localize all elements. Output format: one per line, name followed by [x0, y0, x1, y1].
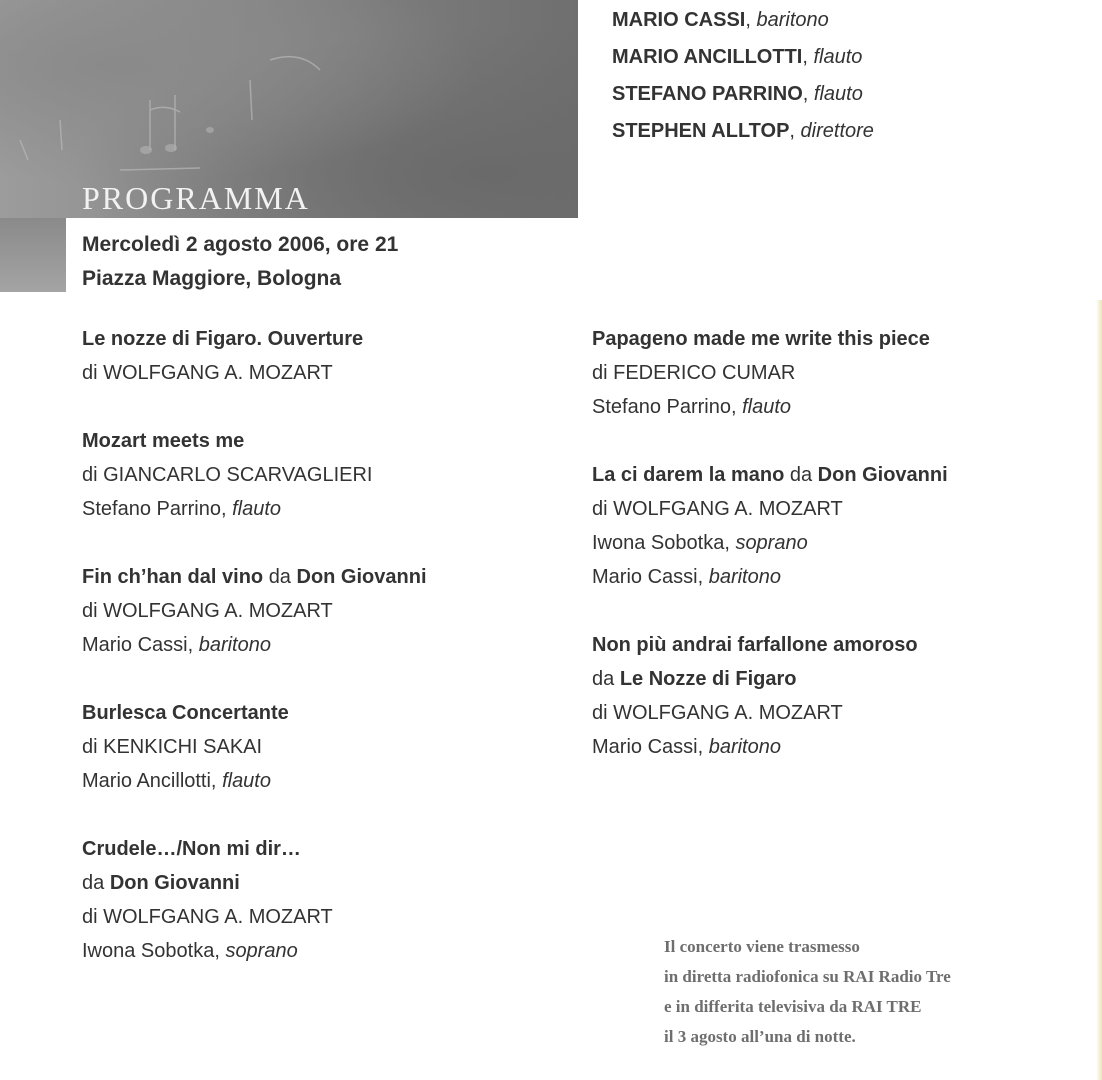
piece-from: da [789, 464, 813, 486]
event-info [82, 228, 398, 296]
piece-composer: di WOLFGANG A. MOZART [82, 600, 333, 622]
page-edge-tint [1096, 300, 1102, 1080]
header-photo [0, 0, 578, 218]
performer-role: direttore [800, 120, 874, 142]
piece-composer: di KENKICHI SAKAI [82, 736, 263, 758]
performer-name: MARIO CASSI [612, 9, 746, 31]
piece-title: Fin ch’han dal vino [82, 566, 264, 588]
piece-composer: di GIANCARLO SCARVAGLIERI [82, 464, 373, 486]
piece-performer: Iwona Sobotka, [82, 940, 220, 962]
piece-performer-line [592, 526, 1072, 560]
event-date: Mercoledì 2 agosto 2006, ore 21 [82, 233, 399, 256]
piece-performer: Mario Cassi, [592, 566, 704, 588]
piece-from: da [82, 872, 105, 894]
piece-work-line [82, 866, 562, 900]
program-piece [82, 322, 562, 390]
performer-name: MARIO ANCILLOTTI [612, 46, 803, 68]
program-piece [592, 628, 1072, 764]
piece-title: Crudele…/Non mi dir… [82, 838, 301, 860]
piece-role: baritono [708, 736, 781, 758]
broadcast-note [664, 932, 1084, 1052]
piece-performer-line [82, 934, 562, 968]
piece-title: La ci darem la mano [592, 464, 785, 486]
program-piece [82, 696, 562, 798]
piece-composer: di WOLFGANG A. MOZART [82, 906, 333, 928]
piece-title: Papageno made me write this piece [592, 328, 930, 350]
piece-composer: di WOLFGANG A. MOZART [82, 362, 333, 384]
piece-title-line [592, 458, 1072, 492]
broadcast-line: Il concerto viene trasmesso [664, 937, 860, 956]
piece-role: flauto [232, 498, 282, 520]
performer-role: flauto [813, 83, 863, 105]
section-title: PROGRAMMA [82, 180, 310, 216]
piece-role: flauto [742, 396, 792, 418]
piece-performer-line [82, 764, 562, 798]
performer-item: MARIO ANCILLOTTI, flauto [612, 46, 863, 68]
piece-work: Don Giovanni [296, 566, 427, 588]
performer-name: STEFANO PARRINO [612, 83, 803, 105]
piece-performer-line [592, 730, 1072, 764]
piece-performer: Mario Cassi, [82, 634, 194, 656]
performer-role: flauto [813, 46, 863, 68]
piece-performer: Stefano Parrino, [82, 498, 227, 520]
piece-title: Mozart meets me [82, 430, 245, 452]
piece-from: da [268, 566, 291, 588]
piece-composer: di WOLFGANG A. MOZART [592, 498, 843, 520]
event-place: Piazza Maggiore, Bologna [82, 267, 342, 290]
performer-item: MARIO CASSI, baritono [612, 9, 829, 31]
piece-role: soprano [735, 532, 808, 554]
piece-title: Le nozze di Figaro. Ouverture [82, 328, 364, 350]
broadcast-line: il 3 agosto all’una di notte. [664, 1027, 856, 1046]
performer-item: STEFANO PARRINO, flauto [612, 83, 863, 105]
piece-performer-line [82, 492, 562, 526]
header-photo-extension [0, 218, 66, 292]
piece-title: Non più andrai farfallone amoroso [592, 634, 918, 656]
piece-title: Burlesca Concertante [82, 702, 289, 724]
program-column-left [82, 322, 562, 1002]
performer-item: STEPHEN ALLTOP, direttore [612, 120, 874, 142]
piece-performer: Mario Ancillotti, [82, 770, 217, 792]
piece-performer-line [82, 628, 562, 662]
program-piece [592, 458, 1072, 594]
piece-performer: Stefano Parrino, [592, 396, 737, 418]
program-piece [592, 322, 1072, 424]
performer-role: baritono [756, 9, 829, 31]
program-column-right [592, 322, 1072, 798]
program-piece [82, 832, 562, 968]
piece-work: Le Nozze di Figaro [619, 668, 797, 690]
piece-role: baritono [708, 566, 781, 588]
piece-work: Don Giovanni [817, 464, 948, 486]
piece-performer: Mario Cassi, [592, 736, 704, 758]
piece-composer: di FEDERICO CUMAR [592, 362, 796, 384]
piece-performer: Iwona Sobotka, [592, 532, 730, 554]
piece-composer: di WOLFGANG A. MOZART [592, 702, 843, 724]
performer-name: STEPHEN ALLTOP [612, 120, 790, 142]
piece-performer-line [592, 560, 1072, 594]
piece-performer-line [592, 390, 1072, 424]
piece-title-line [82, 560, 562, 594]
piece-work: Don Giovanni [109, 872, 240, 894]
broadcast-line: e in differita televisiva da RAI TRE [664, 997, 922, 1016]
piece-role: flauto [222, 770, 271, 792]
piece-work-line [592, 662, 1072, 696]
program-piece [82, 424, 562, 526]
piece-from: da [592, 668, 615, 690]
piece-role: baritono [198, 634, 271, 656]
broadcast-line: in diretta radiofonica su RAI Radio Tre [664, 967, 951, 986]
performers-list [612, 2, 874, 150]
piece-role: soprano [225, 940, 298, 962]
program-piece [82, 560, 562, 662]
